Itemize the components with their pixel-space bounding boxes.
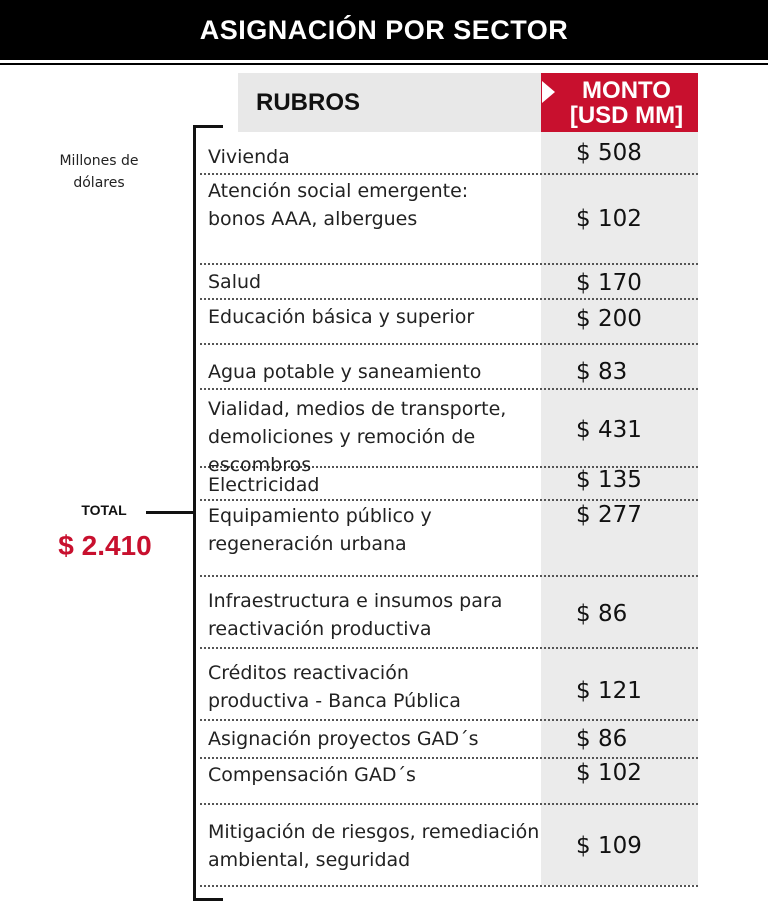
monto-header-line1: MONTO <box>582 77 671 104</box>
total-value: $ 2.410 <box>58 530 152 561</box>
table-row <box>200 175 698 265</box>
row-value: $ 109 <box>576 833 642 859</box>
monto-header-line2: [USD MM] <box>569 102 684 129</box>
bracket-bottom <box>193 898 223 901</box>
row-label: Compensación GAD´s <box>208 764 416 786</box>
arrow-right-icon <box>542 81 555 103</box>
rubros-header <box>238 73 541 132</box>
table-row <box>200 300 698 345</box>
row-label: Atención social emergente: bonos AAA, albergues <box>208 180 469 230</box>
row-label: Mitigación de riesgos, remediación ambiental, seguridad <box>208 821 540 871</box>
table-row <box>200 265 698 300</box>
row-label: Vialidad, medios de transporte, demoliciones y remoción de escombros <box>208 398 507 476</box>
row-label: Infraestructura e insumos para reactivación productiva <box>208 590 503 640</box>
table-row <box>200 577 698 649</box>
table-row <box>200 390 698 476</box>
row-value: $ 102 <box>576 760 642 786</box>
row-label: Educación básica y superior <box>208 306 475 328</box>
row-value: $ 121 <box>576 678 642 704</box>
units-note: Millones de dólares <box>59 153 139 191</box>
row-value: $ 508 <box>576 140 642 166</box>
row-label: Salud <box>208 271 262 293</box>
table-row <box>200 345 698 390</box>
title-bar <box>0 0 768 60</box>
table-row <box>200 501 698 577</box>
row-value: $ 170 <box>576 270 642 296</box>
title-rule <box>0 63 768 65</box>
total-label: TOTAL <box>81 502 127 518</box>
row-value: $ 135 <box>576 467 642 493</box>
table-row <box>200 468 698 501</box>
table-row <box>200 135 698 175</box>
row-label: Electricidad <box>208 474 320 496</box>
monto-header <box>541 73 698 132</box>
row-label: Asignación proyectos GAD´s <box>208 728 479 750</box>
row-value: $ 200 <box>576 306 642 332</box>
table-row <box>200 805 698 887</box>
table-row <box>200 721 698 759</box>
table-row <box>200 759 698 805</box>
bracket-top <box>193 125 223 128</box>
row-value: $ 277 <box>576 502 642 528</box>
row-value: $ 86 <box>576 601 628 627</box>
row-label: Agua potable y saneamiento <box>208 361 482 383</box>
page-title: ASIGNACIÓN POR SECTOR <box>199 14 569 45</box>
rubros-header-label: RUBROS <box>256 88 361 116</box>
table-row <box>200 649 698 721</box>
row-value: $ 86 <box>576 726 628 752</box>
row-label: Créditos reactivación productiva - Banca Pública <box>208 662 461 712</box>
row-label: Vivienda <box>208 146 290 168</box>
row-value: $ 431 <box>576 417 642 443</box>
row-value: $ 102 <box>576 206 642 232</box>
row-value: $ 83 <box>576 359 628 385</box>
row-label: Equipamiento público y regeneración urbana <box>208 505 432 555</box>
